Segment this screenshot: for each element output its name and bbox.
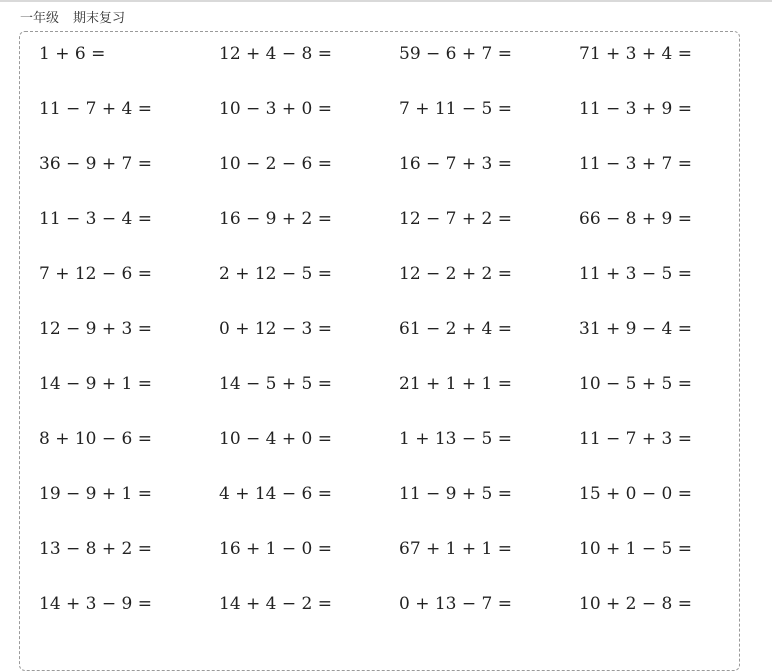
math-problem: 59 − 6 + 7 = <box>399 44 513 64</box>
math-problem: 11 + 3 − 5 = <box>579 264 693 284</box>
math-problem: 1 + 6 = <box>39 44 106 64</box>
subject-label: 期末复习 <box>73 11 126 26</box>
math-problem: 11 − 3 + 9 = <box>579 99 693 119</box>
math-problem: 2 + 12 − 5 = <box>219 264 333 284</box>
math-problem: 21 + 1 + 1 = <box>399 374 513 394</box>
math-problem: 36 − 9 + 7 = <box>39 154 153 174</box>
math-problem: 16 − 9 + 2 = <box>219 209 333 229</box>
math-problem: 10 − 3 + 0 = <box>219 99 333 119</box>
math-problem: 16 − 7 + 3 = <box>399 154 513 174</box>
math-problem: 11 − 7 + 3 = <box>579 429 693 449</box>
math-problem: 7 + 12 − 6 = <box>39 264 153 284</box>
math-problem: 67 + 1 + 1 = <box>399 539 513 559</box>
math-problem: 0 + 12 − 3 = <box>219 319 333 339</box>
math-problem: 8 + 10 − 6 = <box>39 429 153 449</box>
math-problem: 12 − 2 + 2 = <box>399 264 513 284</box>
math-problem: 14 + 3 − 9 = <box>39 594 153 614</box>
math-problem: 14 − 5 + 5 = <box>219 374 333 394</box>
math-problem: 12 + 4 − 8 = <box>219 44 333 64</box>
math-problem: 11 − 9 + 5 = <box>399 484 513 504</box>
math-problem: 1 + 13 − 5 = <box>399 429 513 449</box>
math-problem: 10 + 1 − 5 = <box>579 539 693 559</box>
math-problem: 10 − 2 − 6 = <box>219 154 333 174</box>
worksheet-header <box>20 7 125 26</box>
math-problem: 14 − 9 + 1 = <box>39 374 153 394</box>
math-problem: 11 − 7 + 4 = <box>39 99 153 119</box>
math-problem: 15 + 0 − 0 = <box>579 484 693 504</box>
math-problem: 14 + 4 − 2 = <box>219 594 333 614</box>
math-problem: 31 + 9 − 4 = <box>579 319 693 339</box>
math-problem: 16 + 1 − 0 = <box>219 539 333 559</box>
math-problem: 10 − 4 + 0 = <box>219 429 333 449</box>
math-problem: 12 − 9 + 3 = <box>39 319 153 339</box>
math-problem: 61 − 2 + 4 = <box>399 319 513 339</box>
math-problem: 10 + 2 − 8 = <box>579 594 693 614</box>
problem-grid <box>39 44 759 660</box>
math-problem: 71 + 3 + 4 = <box>579 44 693 64</box>
grade-label: 一年级 <box>20 11 60 26</box>
math-problem: 13 − 8 + 2 = <box>39 539 153 559</box>
math-problem: 11 − 3 + 7 = <box>579 154 693 174</box>
top-divider <box>0 0 772 2</box>
math-problem: 7 + 11 − 5 = <box>399 99 513 119</box>
math-problem: 10 − 5 + 5 = <box>579 374 693 394</box>
math-problem: 11 − 3 − 4 = <box>39 209 153 229</box>
math-problem: 12 − 7 + 2 = <box>399 209 513 229</box>
math-problem: 19 − 9 + 1 = <box>39 484 153 504</box>
math-problem: 0 + 13 − 7 = <box>399 594 513 614</box>
math-problem: 4 + 14 − 6 = <box>219 484 333 504</box>
math-problem: 66 − 8 + 9 = <box>579 209 693 229</box>
